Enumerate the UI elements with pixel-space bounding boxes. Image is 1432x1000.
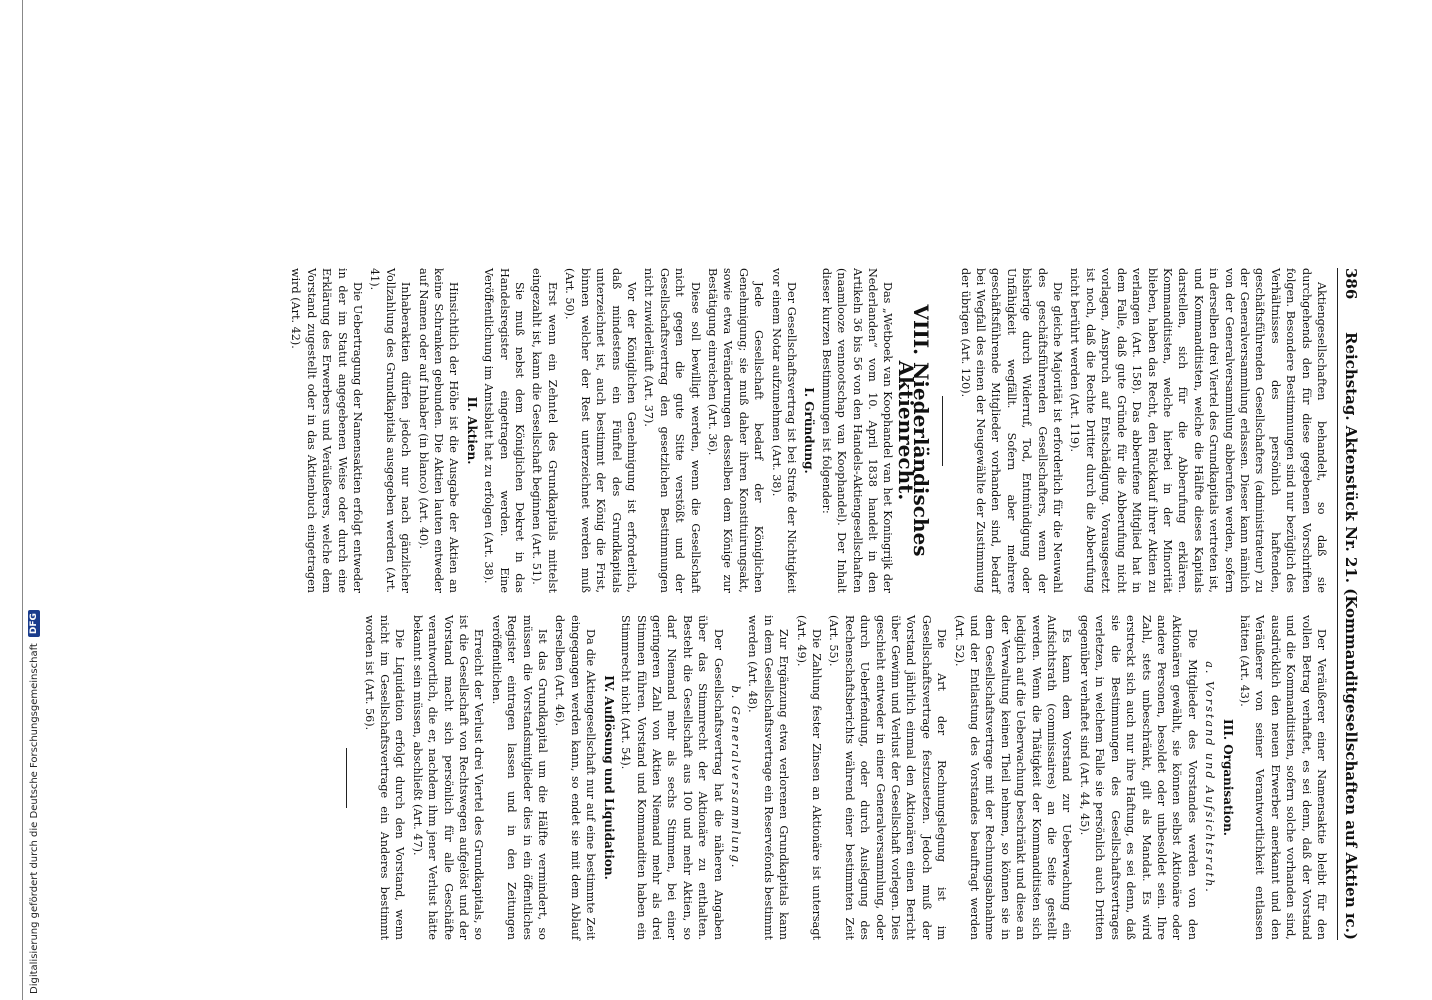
paragraph: Die Zahlung fester Zinsen an Aktionäre ist untersagt (Art. 49). <box>794 615 823 940</box>
credit-text: Digitalisierung gefördert durch die Deutsche Forschungsgemeinschaft <box>28 643 40 994</box>
section-title: IV. Auflösung und Liquidation. <box>601 675 616 880</box>
paragraph: Jede Gesellschaft bedarf der Königlichen Genehmigung; sie muß daher ihren Konstituirungsakt, sowie etwa Veränderungen desselben dem Könige zur Bestätigung einreichen (Art. 36). <box>705 268 766 593</box>
paragraph: Die Uebertragung der Namensaktien erfolgt entweder in der im Statut angegebenen Weise oder durch eine Erklärung des Erwerbers und Veräußerers, welche dem Vorstand zugestellt oder in das Aktienbuch eingetragen wird (Art. 42). <box>289 268 365 593</box>
paragraph: Aktiengesellschaften behandelt, so daß sie durchgehends den für diese gegebenen Vorschriften folgen. Besondere Bestimmungen sind nur bezüglich des Verhältnisses des persönlich haftenden, geschäftsführenden Gesellschafters (administrateur) zu der Generalversammlung erlassen. Dieser kann nämlich von der Generalversammlung abberufen werden, sofern in derselben drei Viertel des Grundkapitals vertreten ist, und Kommanditisten, welche die Hälfte dieses Kapitals darstellen, sich für die Abberufung erklären. Kommanditisten, welche hierbei in der Minorität blieben, haben das Recht, den Rückkauf ihrer Aktien zu verlangen (Art. 158). Das abberufene Mitglied hat in dem Falle, daß gute Gründe für die Abberufung nicht vorlagen, Anspruch auf Entschädigung. Vorausgesetzt ist noch, daß die Rechte Dritter durch die Abberufung nicht berührt werden (Art. 119). <box>1068 268 1328 593</box>
paragraph: Die gleiche Majorität ist erforderlich für die Neuwahl des geschäftsführenden Gesellschafters, wenn der bisherige durch Widerruf, Tod, Entmündigung oder Unfähigkeit wegfällt. Sofern aber mehrere geschäftsführende Mitglieder vorhanden sind, bedarf bei Wegfall des einen der Neugewählte der Zustimmung der übrigen (Art. 120). <box>958 268 1065 593</box>
section-title: II. Aktien. <box>464 396 479 465</box>
paragraph: Diese soll bewilligt werden, wenn die Gesellschaft nicht gegen die gute Sitte verstößt und der Gesellschaftsvertrag den gesetzlichen Bestimmungen nicht zuwiderläuft (Art. 37). <box>642 268 702 593</box>
running-title: Reichstag. Aktenstück Nr. 21. (Kommanditgesellschaften auf Aktien ɪc.) <box>1342 332 1360 940</box>
divider <box>346 748 347 808</box>
digitization-credit <box>24 0 44 1000</box>
page-header <box>1337 268 1360 940</box>
paragraph: Vor der Königlichen Genehmigung ist erforderlich, daß mindestens ein Fünftel des Grundkapitals unterzeichnet ist, auch bestimmt der König die Frist, binnen welcher der Rest unterzeichnet werden muß (Art. 50). <box>563 268 638 593</box>
paragraph: Erst wenn ein Zehntel des Grundkapitals mittelst eingezahlt ist, kann die Gesellschaft beginnen (Art. 51). <box>530 268 559 593</box>
paragraph: Die Liquidation erfolgt durch den Vorstand, wenn nicht im Gesellschaftsvertrage ein Anderes bestimmt worden ist (Art. 56). <box>362 615 407 940</box>
page-number: 386 <box>1342 268 1360 300</box>
subsection-title: b. Generalversammlung. <box>728 685 742 870</box>
paragraph: Der Veräußerer einer Namensaktie bleibt für den vollen Betrag verhaftet, es sei denn, daß der Vorstand und die Kommanditisten, sofern solche vorhanden sind, ausdrücklich den neuen Erwerber anerkannt und den Veräußerer von seiner Verantwortlichkeit entlassen hätten (Art. 43). <box>1237 615 1328 940</box>
paragraph: Zur Ergänzung etwa verlorenen Grundkapitals kann in dem Gesellschaftsvertrage ein Reservefonds bestimmt werden (Art. 48). <box>746 615 791 940</box>
paragraph: Erreicht der Verlust drei Viertel des Grundkapitals, so ist die Gesellschaft von Rechtswegen aufgelöst und der Vorstand macht sich persönlich für alle Geschäfte verantwortlich, die er, nachdem ihm jener Verlust hätte bekannt sein müssen, abschließt (Art. 47). <box>410 615 486 940</box>
paragraph: Inhaberaktien dürfen jedoch nur nach gänzlicher Vollzahlung des Grundkapitals ausgegeben werden (Art. 41). <box>368 268 413 593</box>
paragraph: Der Gesellschaftsvertrag hat die näheren Angaben über das Stimmrecht der Aktionäre zu enthalten. Besteht die Gesellschaft aus 100 und mehr Aktien, so darf Niemand mehr als sechs Stimmen, bei einer geringeren Zahl von Aktien Niemand mehr als drei Stimmen führen. Vorstand und Kommanditen haben ein Stimmrecht nicht (Art. 54). <box>619 615 725 940</box>
paragraph: Das „Wetboek van Koophandel van het Koningrijk der Nederlanden“ vom 10. April 1838 handelt in den Artikeln 36 bis 56 von den Handels-Aktiengesellschaften (naamlooze vennootschap van Koophandel). Der Inhalt dieser kurzen Bestimmungen ist folgender: <box>819 268 895 593</box>
paragraph: Es kann dem Vorstand zur Ueberwachung ein Aufsichtsrath (commissaires) an die Seite gestellt werden. Wenn die Thätigkeit der Kommanditisten sich lediglich auf die Ueberwachung beschränkt und diese an der Verwaltung keinen Theil nehmen, so können sie in dem Gesellschaftsvertrage mit der Rechnungsabnahme und der Entlastung des Vorstandes beauftragt werden (Art. 52). <box>952 615 1074 940</box>
dfg-logo-icon: DFG <box>28 610 40 637</box>
section-title: III. Organisation. <box>1220 719 1235 836</box>
paragraph: Hinsichtlich der Höhe ist die Ausgabe der Aktien an keine Schranken gebunden. Die Aktien lauten entweder auf Namen oder auf Inhaber (in blanco) (Art. 40). <box>416 268 461 593</box>
chapter-title: VIII. Niederländisches Aktienrecht. <box>893 304 934 557</box>
paragraph: Ist das Grundkapital um die Hälfte vermindert, so müssen die Vorstandsmitglieder dies in ein öffentliches Register eintragen lassen und in den Zeitungen veröffentlichen. <box>489 615 550 940</box>
paragraph: Die Art der Rechnungslegung ist im Gesellschaftsvertrage festzusetzen. Jedoch muß der Vorstand jährlich einmal den Aktionären einen Bericht über Gewinn und Verlust der Gesellschaft vorlegen. Dies geschieht entweder in einer Generalversammlung, oder durch Ueberfendung, oder durch Auslegung des Rechenschaftsberichts während einer bestimmten Zeit (Art. 55). <box>827 615 949 940</box>
divider <box>942 396 943 466</box>
subsection-title: a. Vorstand und Aufsichtsrath. <box>1203 661 1217 894</box>
paragraph: Die Mitglieder des Vorstandes werden von den Aktionären gewählt, sie können selbst Aktionäre oder andere Personen, besoldet oder unbesoldet sein. Ihre Zahl, stets unbeschränkt, gilt als Mandat. Es wird erstreckt sich auch nur ihre Haftung, es sei denn, daß sie die Bestimmungen des Gesellschaftsvertrages verletzen, in welchem Falle sie persönlich auch Dritten gegenüber verhaftet sind (Art. 44, 45). <box>1077 615 1199 940</box>
paragraph: Der Gesellschaftsvertrag ist bei Strafe der Nichtigkeit vor einem Notar aufzunehmen (Art. 38). <box>769 268 798 593</box>
paragraph: Sie muß nebst dem Königlichen Dekret in das Handelsregister eingetragen werden. Eine Veröffentlichung im Amtsblatt hat zu erfolgen (Art. 38). <box>482 268 527 593</box>
column-left <box>286 268 1329 593</box>
column-right <box>286 615 1329 940</box>
section-title: I. Gründung. <box>802 387 817 474</box>
text-columns <box>286 268 1329 940</box>
paragraph: Da die Aktiengesellschaft nur auf eine bestimmte Zeit eingegangen werden kann, so endet sie mit dem Ablauf derselben (Art. 46). <box>553 615 598 940</box>
